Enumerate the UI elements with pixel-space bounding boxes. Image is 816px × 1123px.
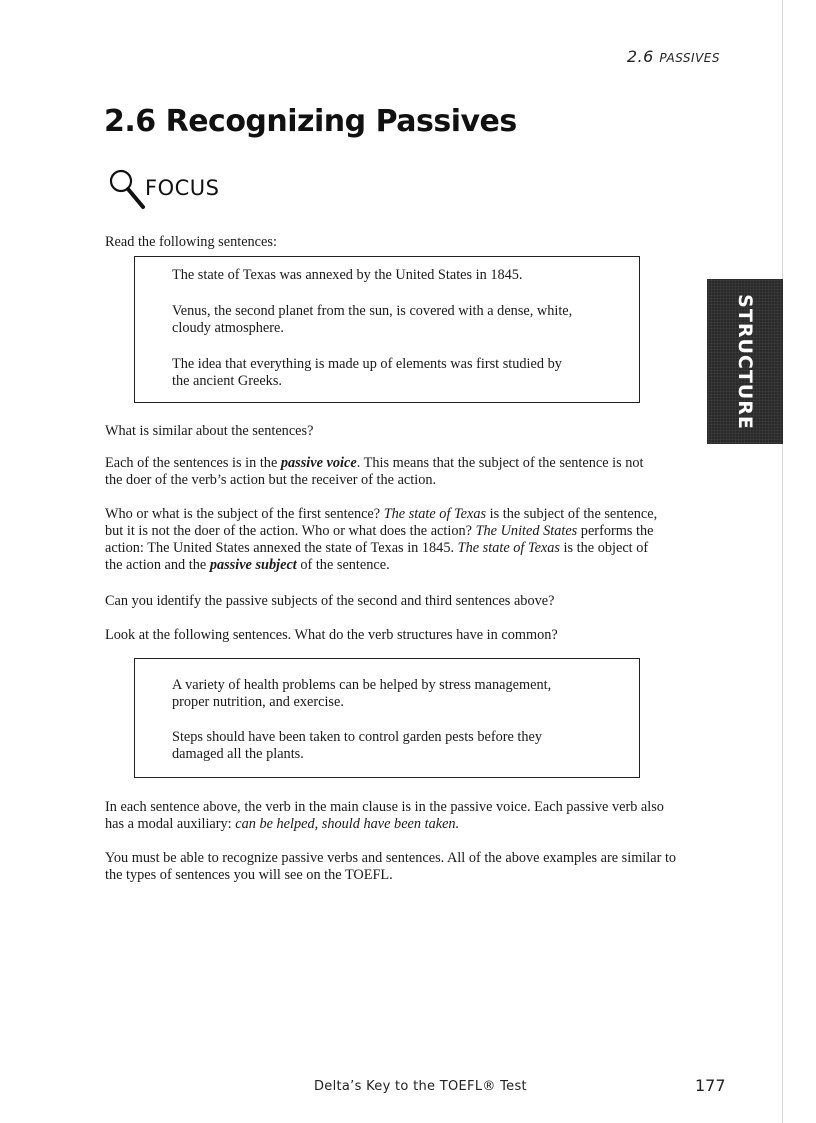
section-tab-label: STRUCTURE (734, 293, 756, 430)
focus-label: FOCUS (145, 176, 220, 200)
running-head-title: PASSIVES (659, 51, 720, 65)
example-box-1 (134, 256, 640, 403)
example-sentence: damaged all the plants. (172, 746, 304, 762)
italic-run: The state of Texas (383, 506, 487, 522)
text-run: Each of the sentences is in the (105, 455, 281, 471)
modal-paragraph (105, 799, 664, 833)
italic-run: The state of Texas (457, 540, 560, 556)
section-tab (707, 279, 783, 444)
running-head (627, 47, 720, 66)
question-similar: What is similar about the sentences? (105, 423, 314, 439)
italic-run: can be helped, should have been taken. (235, 816, 460, 832)
term-passive-subject: passive subject (209, 557, 297, 573)
footer-book-title: Delta’s Key to the TOEFL® Test (314, 1079, 527, 1094)
example-sentence: The idea that everything is made up of elements was first studied by (172, 356, 562, 372)
text-run: is the subject of the sentence, (486, 506, 658, 522)
text-run: . This means that the subject of the sentence is not (356, 455, 644, 471)
text-run: In each sentence above, the verb in the main clause is in the passive voice. Each passive verb also (105, 799, 664, 815)
section-title: 2.6 Recognizing Passives (104, 104, 517, 139)
example-sentence: Steps should have been taken to control garden pests before they (172, 729, 543, 745)
text-run: the doer of the verb’s action but the receiver of the action. (105, 472, 437, 488)
example-sentence: A variety of health problems can be helped by stress management, (172, 677, 552, 693)
example-sentence: the ancient Greeks. (172, 373, 282, 389)
text-run: but it is not the doer of the action. Who or what does the action? (105, 523, 476, 539)
page-number: 177 (695, 1076, 726, 1095)
running-head-number: 2.6 (626, 47, 654, 66)
text-run: Who or what is the subject of the first sentence? (105, 506, 384, 522)
example-sentence: proper nutrition, and exercise. (172, 694, 344, 710)
question-identify: Can you identify the passive subjects of the second and third sentences above? (105, 593, 555, 609)
text-run: You must be able to recognize passive verbs and sentences. All of the above examples are similar to (105, 850, 677, 866)
text-run: has a modal auxiliary: (105, 816, 236, 832)
magnifier-icon (107, 166, 147, 214)
term-passive-voice: passive voice (280, 455, 357, 471)
example-sentence: The state of Texas was annexed by the United States in 1845. (172, 267, 523, 283)
text-run: the types of sentences you will see on the TOEFL. (105, 867, 393, 883)
question-look: Look at the following sentences. What do the verb structures have in common? (105, 627, 558, 643)
text-run: is the object of (559, 540, 649, 556)
subject-paragraph (105, 506, 657, 574)
passive-voice-paragraph (105, 455, 644, 489)
intro-text: Read the following sentences: (105, 234, 277, 250)
text-run: performs the (577, 523, 654, 539)
recognize-paragraph (105, 850, 676, 884)
text-run: the action and the (105, 557, 210, 573)
example-box-2 (134, 658, 640, 778)
text-run: action: The United States annexed the state of Texas in 1845. (105, 540, 458, 556)
example-sentence: Venus, the second planet from the sun, is covered with a dense, white, (172, 303, 573, 319)
example-sentence: cloudy atmosphere. (172, 320, 284, 336)
page-edge-line (782, 0, 783, 1123)
italic-run: The United States (475, 523, 578, 539)
text-run: of the sentence. (296, 557, 390, 573)
